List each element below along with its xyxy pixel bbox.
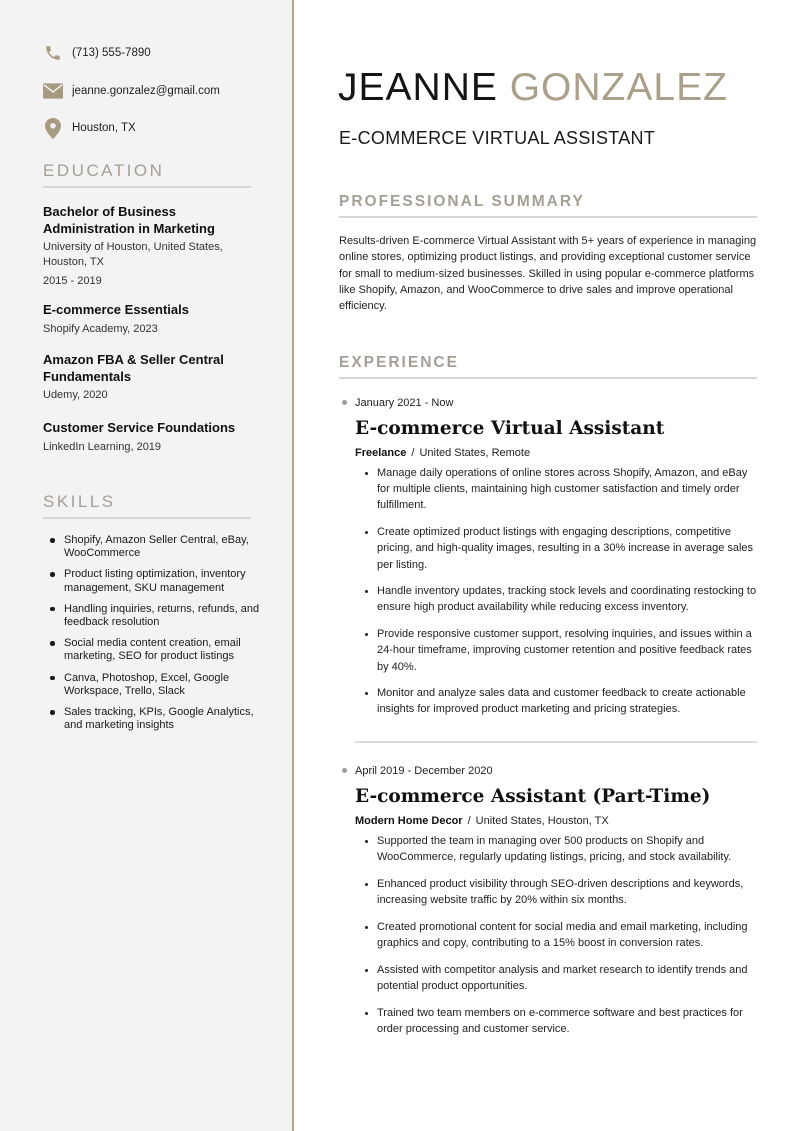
separator: / — [411, 447, 415, 459]
contact-location — [43, 118, 136, 138]
separator: / — [467, 815, 471, 827]
education-item — [43, 204, 258, 289]
phone-number: (713) 555-7890 — [72, 47, 151, 59]
phone-icon — [43, 43, 63, 63]
course-provider: Udemy, 2020 — [43, 389, 108, 401]
skill-item: Social media content creation, email marketing, SEO for product listings — [49, 637, 274, 663]
company-name: Modern Home Decor — [355, 815, 463, 827]
education-dates: 2015 - 2019 — [43, 275, 102, 287]
education-item — [43, 352, 258, 403]
candidate-name — [338, 66, 728, 110]
job-meta — [355, 446, 762, 460]
course-provider: Shopify Academy, 2023 — [43, 322, 158, 335]
last-name: GONZALEZ — [509, 66, 728, 109]
contact-phone — [43, 43, 151, 63]
skills-list — [49, 534, 274, 740]
degree-title: Bachelor of Business Administration in Marketing — [43, 204, 215, 236]
job-bullet: Handle inventory updates, tracking stock levels and coordinating restocking to ensure high product availability while reducing excess inventory. — [364, 583, 759, 615]
job-title: E-COMMERCE VIRTUAL ASSISTANT — [339, 128, 656, 148]
job-bullet: Created promotional content for social media and email marketing, including graphics and copy, contributing to a 15% boost in conversion rates. — [364, 919, 759, 951]
job-meta — [355, 814, 762, 828]
experience-heading: EXPERIENCE — [339, 354, 757, 379]
sidebar — [0, 0, 294, 1131]
experience-divider — [355, 741, 757, 743]
summary-heading: PROFESSIONAL SUMMARY — [339, 193, 757, 218]
location-text: Houston, TX — [72, 122, 136, 134]
experience-entry — [342, 396, 762, 728]
envelope-icon — [43, 81, 63, 101]
job-bullet: Create optimized product listings with engaging descriptions, competitive pricing, and high-quality images, resulting in a 30% increase in average sales per listing. — [364, 524, 759, 573]
main-content — [296, 0, 800, 1131]
job-bullet: Monitor and analyze sales data and customer feedback to create actionable insights for improved product marketing and pricing strategies. — [364, 685, 759, 717]
map-pin-icon — [43, 118, 63, 138]
skill-item: Product listing optimization, inventory management, SKU management — [49, 568, 274, 594]
contact-email — [43, 81, 220, 101]
course-title: E-commerce Essentials — [43, 302, 189, 317]
job-location: United States, Remote — [419, 447, 531, 459]
education-heading: EDUCATION — [43, 161, 251, 188]
course-title: Customer Service Foundations — [43, 420, 236, 435]
job-bullet: Trained two team members on e-commerce software and best practices for order processing and customer service. — [364, 1005, 759, 1037]
school-name: University of Houston, United States, Houston, TX — [43, 241, 223, 268]
job-dates: April 2019 - December 2020 — [342, 764, 762, 778]
job-role: E-commerce Assistant (Part-Time) — [355, 786, 711, 807]
email-address: jeanne.gonzalez@gmail.com — [72, 85, 220, 97]
skill-item: Sales tracking, KPIs, Google Analytics, and marketing insights — [49, 706, 274, 732]
job-bullet: Provide responsive customer support, resolving inquiries, and issues within a 24-hour timeframe, improving customer retention and positive feedback rates by 40%. — [364, 626, 759, 675]
job-role: E-commerce Virtual Assistant — [355, 418, 665, 439]
job-bullet: Assisted with competitor analysis and market research to identify trends and potential product opportunities. — [364, 962, 759, 994]
course-title: Amazon FBA & Seller Central Fundamentals — [43, 352, 224, 384]
job-bullets — [364, 833, 759, 1037]
education-item — [43, 420, 258, 455]
skill-item: Handling inquiries, returns, refunds, and feedback resolution — [49, 603, 274, 629]
job-dates: January 2021 - Now — [342, 396, 762, 410]
job-location: United States, Houston, TX — [475, 815, 609, 827]
experience-entry — [342, 764, 762, 1048]
company-name: Freelance — [355, 447, 407, 459]
job-bullet: Manage daily operations of online stores across Shopify, Amazon, and eBay for multiple clients, maintaining high customer satisfaction and timely order fulfillment. — [364, 465, 759, 514]
job-bullet: Supported the team in managing over 500 products on Shopify and WooCommerce, regularly updating listings, pricing, and stock availability. — [364, 833, 759, 865]
job-bullets — [364, 465, 759, 718]
job-bullet: Enhanced product visibility through SEO-driven descriptions and keywords, increasing website traffic by 20% within six months. — [364, 876, 759, 908]
course-provider: LinkedIn Learning, 2019 — [43, 440, 162, 453]
skill-item: Canva, Photoshop, Excel, Google Workspace, Trello, Slack — [49, 672, 274, 698]
skill-item: Shopify, Amazon Seller Central, eBay, WooCommerce — [49, 534, 274, 560]
first-name: JEANNE — [338, 66, 498, 109]
skills-heading: SKILLS — [43, 492, 251, 519]
education-item — [43, 302, 258, 337]
summary-text: Results-driven E-commerce Virtual Assistant with 5+ years of experience in managing online stores, optimizing product listings, and providing exceptional customer service for small to medium-sized businesses. Skilled in using popular e-commerce platforms like Shopify, Amazon, and WooCommerce to drive sales and improve operational efficiency. — [339, 235, 757, 313]
